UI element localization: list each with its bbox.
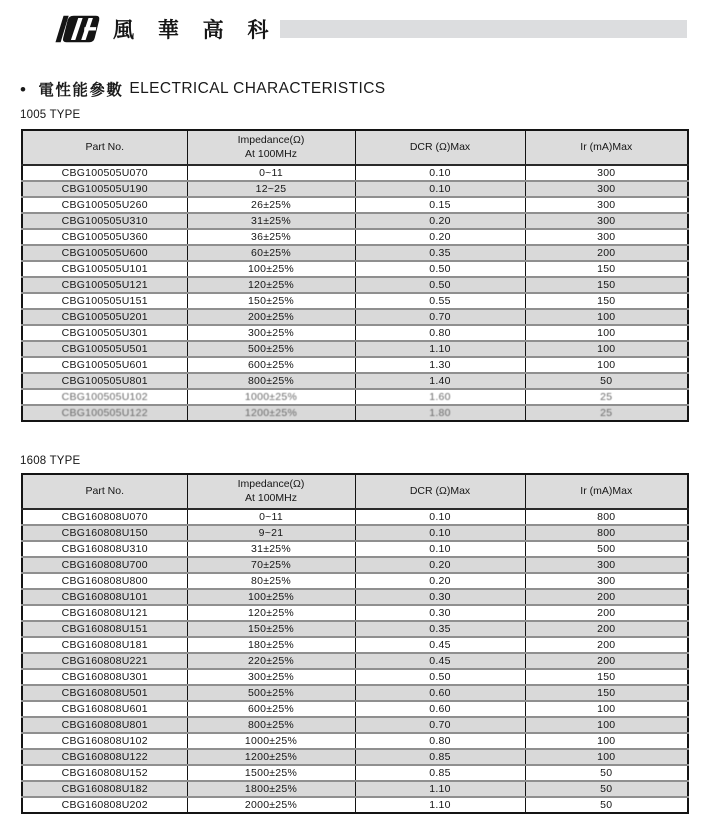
table-cell: CBG160808U301 <box>22 669 187 685</box>
table-row <box>22 261 688 277</box>
table-cell: CBG160808U700 <box>22 557 187 573</box>
table-cell: 0.80 <box>355 325 525 341</box>
table-cell: 1.10 <box>355 341 525 357</box>
table-cell: CBG100505U070 <box>61 167 148 179</box>
table-cell: 50 <box>525 797 688 813</box>
table-cell: 800 <box>525 509 688 525</box>
table-row <box>22 309 688 325</box>
table-cell: 1.40 <box>355 373 525 389</box>
table-cell: 2000±25% <box>187 797 355 813</box>
table-row <box>22 325 688 341</box>
table-cell: 0.30 <box>355 605 525 621</box>
table-cell: 500±25% <box>187 341 355 357</box>
table-cell: 0.20 <box>355 557 525 573</box>
table-cell: CBG160808U122 <box>22 749 187 765</box>
table-cell: 200 <box>525 245 688 261</box>
table-cell: 100±25% <box>187 589 355 605</box>
table-cell: 31±25% <box>187 541 355 557</box>
table-cell: CBG100505U600 <box>22 245 187 261</box>
table-cell: CBG160808U101 <box>22 589 187 605</box>
table-cell: 300 <box>525 197 688 213</box>
table-cell: 150±25% <box>187 293 355 309</box>
col-header-impedance-line2: At 100MHz <box>245 147 297 160</box>
table-cell: 800±25% <box>187 373 355 389</box>
table-cell: 1000±25% <box>187 389 355 405</box>
table-cell: CBG160808U221 <box>22 653 187 669</box>
table-cell: 0.50 <box>355 261 525 277</box>
table-cell: CBG100505U301 <box>22 325 187 341</box>
table-cell: 200 <box>525 637 688 653</box>
table-row <box>22 701 688 717</box>
type-label-1608: 1608 TYPE <box>20 455 81 467</box>
table-cell: CBG100505U151 <box>22 293 187 309</box>
table-cell: 300 <box>525 213 688 229</box>
table-cell: 0.60 <box>355 701 525 717</box>
table-cell: 0.20 <box>355 573 525 589</box>
table-cell: CBG160808U310 <box>22 541 187 557</box>
table-cell: 0.15 <box>355 197 525 213</box>
table-cell: CBG100505U310 <box>22 213 187 229</box>
table-cell: CBG160808U182 <box>22 781 187 797</box>
table-cell: 300 <box>525 165 688 181</box>
table-cell: 300 <box>525 229 688 245</box>
table-cell: CBG100505U801 <box>22 373 187 389</box>
table-cell: 0.35 <box>355 621 525 637</box>
table-cell: 150 <box>525 685 688 701</box>
table-cell: 150 <box>525 293 688 309</box>
table-cell: 1200±25% <box>187 749 355 765</box>
spec-table-1608 <box>21 473 689 814</box>
table-cell: 1200±25% <box>187 405 355 421</box>
col-header-impedance <box>187 130 355 165</box>
table-cell: 0.70 <box>355 717 525 733</box>
table-cell: 100 <box>525 357 688 373</box>
table-cell: 0.30 <box>355 589 525 605</box>
table-cell: CBG160808U070 <box>61 511 148 523</box>
table-cell: 200 <box>525 589 688 605</box>
col-header-part-no: Part No. <box>22 474 187 509</box>
table-cell: CBG160808U800 <box>22 573 187 589</box>
col-header-dcr: DCR (Ω)Max <box>355 474 525 509</box>
table-cell: 600±25% <box>187 701 355 717</box>
table-cell: 0.60 <box>355 685 525 701</box>
section-title-en: ELECTRICAL CHARACTERISTICS <box>129 80 386 97</box>
table-cell: 50 <box>525 765 688 781</box>
table-cell: 1.60 <box>355 389 525 405</box>
col-header-ir: Ir (mA)Max <box>525 474 688 509</box>
table-cell: 300 <box>525 573 688 589</box>
table-cell: 100 <box>525 749 688 765</box>
type-label-1005: 1005 TYPE <box>20 109 81 121</box>
table-cell: 800±25% <box>187 717 355 733</box>
table-cell: 100±25% <box>187 261 355 277</box>
table-row <box>22 357 688 373</box>
table-cell: CBG100505U360 <box>22 229 187 245</box>
table-row <box>22 213 688 229</box>
table-row <box>22 197 688 213</box>
table-row <box>22 621 688 637</box>
table-cell: CBG160808U150 <box>22 525 187 541</box>
col-header-part-no: Part No. <box>22 130 187 165</box>
table-cell: CBG160808U801 <box>22 717 187 733</box>
col-header-impedance-line2: At 100MHz <box>245 491 297 504</box>
table-row <box>22 405 688 421</box>
table-cell: 100 <box>525 325 688 341</box>
table-cell: CBG160808U601 <box>22 701 187 717</box>
table-cell: 0~11 <box>187 165 355 181</box>
table-cell: 150 <box>525 261 688 277</box>
table-row <box>22 229 688 245</box>
table-cell: 0.10 <box>355 509 525 525</box>
table-row <box>22 717 688 733</box>
table-cell: 500±25% <box>187 685 355 701</box>
table-cell: 12~25 <box>187 181 355 197</box>
table-cell: 600±25% <box>187 357 355 373</box>
table-cell: 0.50 <box>355 669 525 685</box>
table-row <box>22 373 688 389</box>
table-cell: 70±25% <box>187 557 355 573</box>
table-cell: 25 <box>525 389 688 405</box>
table-cell: 1000±25% <box>187 733 355 749</box>
table-cell: 200 <box>525 605 688 621</box>
table-row <box>22 557 688 573</box>
table-cell: CBG160808U152 <box>22 765 187 781</box>
table-cell: 300±25% <box>187 325 355 341</box>
table-row <box>22 509 688 525</box>
table-cell: 1800±25% <box>187 781 355 797</box>
table-cell: CBG100505U190 <box>22 181 187 197</box>
table-cell: 0.85 <box>355 749 525 765</box>
table-cell: 0.80 <box>355 733 525 749</box>
table-row <box>22 781 688 797</box>
bullet-icon: • <box>20 79 27 99</box>
table-cell: 36±25% <box>187 229 355 245</box>
table-row <box>22 765 688 781</box>
table-row <box>22 589 688 605</box>
table-cell: 1.10 <box>355 797 525 813</box>
table-cell: 31±25% <box>187 213 355 229</box>
table-cell: 100 <box>525 341 688 357</box>
table-row <box>22 669 688 685</box>
table-row <box>22 653 688 669</box>
section-title <box>20 78 708 100</box>
table-cell: 0.85 <box>355 765 525 781</box>
table-cell: 180±25% <box>187 637 355 653</box>
table-cell: 50 <box>525 373 688 389</box>
table-cell: 200 <box>525 621 688 637</box>
table-cell: 300±25% <box>187 669 355 685</box>
table-cell: 120±25% <box>187 605 355 621</box>
table-cell: 0.55 <box>355 293 525 309</box>
table-cell: CBG160808U151 <box>22 621 187 637</box>
table-cell: 200±25% <box>187 309 355 325</box>
section-title-zh: 電性能參數 <box>38 82 124 99</box>
table-cell: 1.80 <box>355 405 525 421</box>
table-cell: 100 <box>525 733 688 749</box>
table-body-1005 <box>22 165 688 421</box>
table-cell: 200 <box>525 653 688 669</box>
col-header-dcr: DCR (Ω)Max <box>355 130 525 165</box>
table-row <box>22 605 688 621</box>
table-row <box>22 525 688 541</box>
page-header <box>0 0 708 48</box>
table-row <box>22 797 688 813</box>
table-cell: 9~21 <box>187 525 355 541</box>
table-cell: CBG100505U122 <box>22 405 187 421</box>
table-header-row <box>22 130 688 165</box>
table-cell: 500 <box>525 541 688 557</box>
table-cell: 0.35 <box>355 245 525 261</box>
table-row <box>22 277 688 293</box>
table-cell: 26±25% <box>187 197 355 213</box>
table-cell: 1500±25% <box>187 765 355 781</box>
table-cell: CBG100505U260 <box>22 197 187 213</box>
table-cell: 300 <box>525 557 688 573</box>
table-cell: 0.45 <box>355 653 525 669</box>
table-cell: 220±25% <box>187 653 355 669</box>
table-cell: 100 <box>525 717 688 733</box>
table-cell: CBG160808U181 <box>22 637 187 653</box>
table-row <box>22 293 688 309</box>
table-cell: CBG160808U121 <box>22 605 187 621</box>
table-cell: 120±25% <box>187 277 355 293</box>
table-row <box>22 733 688 749</box>
table-cell: CBG160808U501 <box>22 685 187 701</box>
table-row <box>22 685 688 701</box>
header-gray-bar <box>280 20 687 38</box>
table-cell: 0.50 <box>355 277 525 293</box>
table-row <box>22 165 688 181</box>
table-cell: 0~11 <box>187 509 355 525</box>
table-cell: 100 <box>525 701 688 717</box>
table-row <box>22 749 688 765</box>
table-cell: 60±25% <box>187 245 355 261</box>
table-cell: CBG100505U102 <box>22 389 187 405</box>
table-cell: 0.10 <box>355 165 525 181</box>
table-row <box>22 245 688 261</box>
table-cell: CBG100505U601 <box>22 357 187 373</box>
table-cell: 0.20 <box>355 213 525 229</box>
table-cell: CBG100505U501 <box>22 341 187 357</box>
table-cell: 0.20 <box>355 229 525 245</box>
table-cell: 150±25% <box>187 621 355 637</box>
table-cell: 0.10 <box>355 525 525 541</box>
table-cell: 150 <box>525 277 688 293</box>
col-header-impedance-line1: Impedance(Ω) <box>237 134 305 147</box>
fenghua-logo-icon <box>54 11 101 47</box>
col-header-impedance-line1: Impedance(Ω) <box>237 478 305 491</box>
brand-name: 風 華 高 科 <box>113 19 278 42</box>
table-row <box>22 389 688 405</box>
table-cell: CBG100505U201 <box>22 309 187 325</box>
table-row <box>22 637 688 653</box>
table-body-1608 <box>22 509 688 813</box>
table-row <box>22 541 688 557</box>
table-cell: CBG100505U101 <box>22 261 187 277</box>
table-header-row <box>22 474 688 509</box>
table-cell: 80±25% <box>187 573 355 589</box>
table-cell: 300 <box>525 181 688 197</box>
table-cell: 0.45 <box>355 637 525 653</box>
table-cell: 25 <box>525 405 688 421</box>
table-row <box>22 181 688 197</box>
table-row <box>22 341 688 357</box>
table-cell: 0.70 <box>355 309 525 325</box>
table-row <box>22 573 688 589</box>
table-cell: 100 <box>525 309 688 325</box>
table-cell: 0.10 <box>355 541 525 557</box>
table-cell: 1.10 <box>355 781 525 797</box>
table-cell: CBG160808U202 <box>22 797 187 813</box>
col-header-impedance <box>187 474 355 509</box>
table-cell: CBG160808U102 <box>22 733 187 749</box>
table-cell: 800 <box>525 525 688 541</box>
table-cell: CBG100505U121 <box>22 277 187 293</box>
spec-table-1005 <box>21 129 689 422</box>
table-cell: 150 <box>525 669 688 685</box>
table-cell: 1.30 <box>355 357 525 373</box>
table-cell: 0.10 <box>355 181 525 197</box>
col-header-ir: Ir (mA)Max <box>525 130 688 165</box>
table-cell: 50 <box>525 781 688 797</box>
